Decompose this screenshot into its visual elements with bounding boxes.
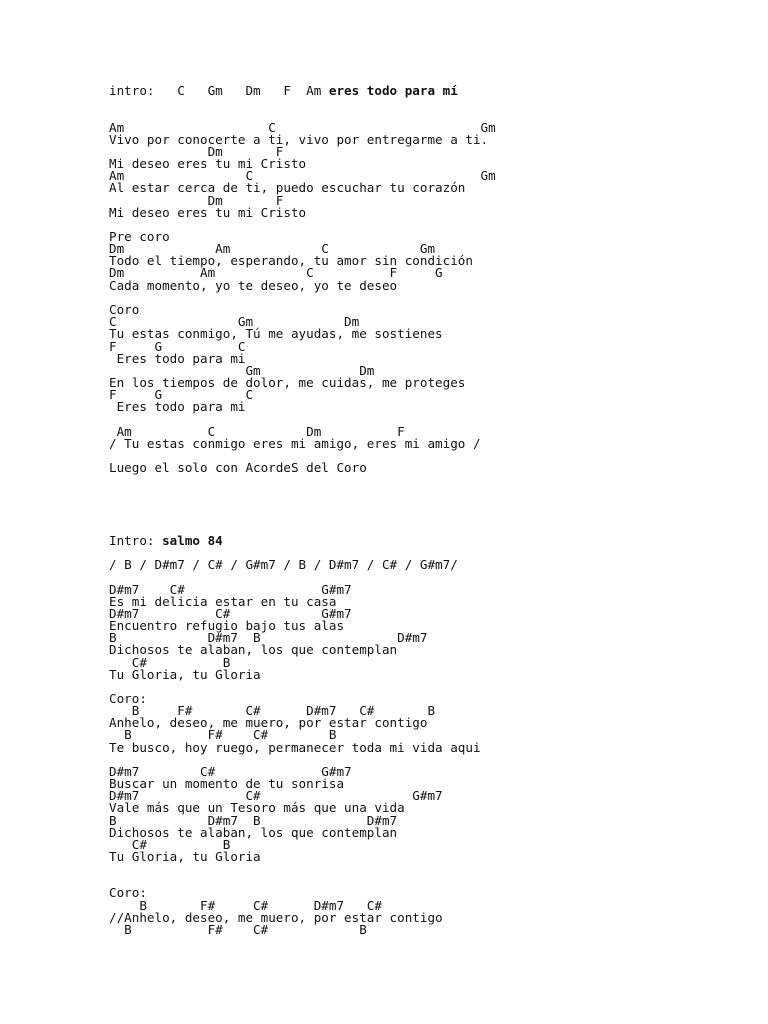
lyric-line: Eres todo para mi	[109, 351, 246, 366]
lyric-line: Tu Gloria, tu Gloria	[109, 667, 261, 682]
chord-line: Gm Dm	[109, 363, 375, 378]
chord-line: B F# C# D#m7 C#	[109, 898, 382, 913]
note-line: Luego el solo con AcordeS del Coro	[109, 460, 367, 475]
chord-line: D#m7 C# G#m7	[109, 764, 352, 779]
chord-line: Dm Am C Gm	[109, 241, 436, 256]
lyric-line: Buscar un momento de tu sonrisa	[109, 776, 345, 791]
chord-line: F G C	[109, 387, 254, 402]
chord-sheet-page	[109, 0, 749, 1024]
chord-line: B D#m7 B D#m7	[109, 813, 398, 828]
lyric-line: Dichosos te alaban, los que contemplan	[109, 642, 398, 657]
lyric-line: Tu Gloria, tu Gloria	[109, 849, 261, 864]
lyric-line: Al estar cerca de ti, puedo escuchar tu corazón	[109, 180, 466, 195]
lyric-line: / Tu estas conmigo eres mi amigo, eres mi amigo /	[109, 436, 481, 451]
lyric-line: //Anhelo, deseo, me muero, por estar contigo	[109, 910, 443, 925]
section-label: Coro:	[109, 885, 147, 900]
lyric-line: Encuentro refugio bajo tus alas	[109, 618, 345, 633]
lyric-line: Mi deseo eres tu mi Cristo	[109, 156, 307, 171]
chord-line: Am C Gm	[109, 168, 496, 183]
chord-line: D#m7 C# G#m7	[109, 788, 443, 803]
chord-line: B F# C# D#m7 C# B	[109, 703, 436, 718]
section-label: Pre coro	[109, 229, 170, 244]
chord-line: Am C Gm	[109, 120, 496, 135]
song1-intro-line	[109, 84, 458, 98]
chord-line: C# B	[109, 655, 231, 670]
song2-title: salmo 84	[162, 533, 223, 548]
chord-line: C Gm Dm	[109, 314, 360, 329]
chord-line: Am C Dm F	[109, 424, 405, 439]
lyric-line: Eres todo para mi	[109, 399, 246, 414]
lyric-line: Dichosos te alaban, los que contemplan	[109, 825, 398, 840]
lyric-line: Cada momento, yo te deseo, yo te deseo	[109, 278, 398, 293]
section-label: Coro	[109, 302, 140, 317]
lyric-line: Te busco, hoy ruego, permanecer toda mi vida aqui	[109, 740, 481, 755]
lyric-line: Es mi delicia estar en tu casa	[109, 594, 337, 609]
lyric-line: Anhelo, deseo, me muero, por estar contigo	[109, 715, 428, 730]
chord-line: Dm F	[109, 144, 284, 159]
lyric-line: Todo el tiempo, esperando, tu amor sin condición	[109, 253, 473, 268]
song1-intro-chords: intro: C Gm Dm F Am	[109, 83, 329, 98]
song2-intro-line	[109, 534, 223, 548]
chord-line: B F# C# B	[109, 727, 337, 742]
intro-progression: / B / D#m7 / C# / G#m7 / B / D#m7 / C# / G#m7/	[109, 557, 458, 572]
chord-line: B F# C# B	[109, 922, 367, 937]
lyric-line: En los tiempos de dolor, me cuidas, me proteges	[109, 375, 466, 390]
chord-line: C# B	[109, 837, 231, 852]
song2-intro-label: Intro:	[109, 533, 163, 548]
section-label: Coro:	[109, 691, 147, 706]
chord-line: D#m7 C# G#m7	[109, 582, 352, 597]
chord-line: F G C	[109, 339, 246, 354]
lyric-line: Vale más que un Tesoro más que una vida	[109, 800, 405, 815]
lyric-line: Tu estas conmigo, Tú me ayudas, me sostienes	[109, 326, 443, 341]
chord-line: Dm Am C F G	[109, 265, 443, 280]
lyric-line: Mi deseo eres tu mi Cristo	[109, 205, 307, 220]
chord-line: Dm F	[109, 193, 284, 208]
chord-line: D#m7 C# G#m7	[109, 606, 352, 621]
lyric-line: Vivo por conocerte a ti, vivo por entregarme a ti.	[109, 132, 489, 147]
chord-line: B D#m7 B D#m7	[109, 630, 428, 645]
song1-title: eres todo para mí	[328, 83, 458, 98]
